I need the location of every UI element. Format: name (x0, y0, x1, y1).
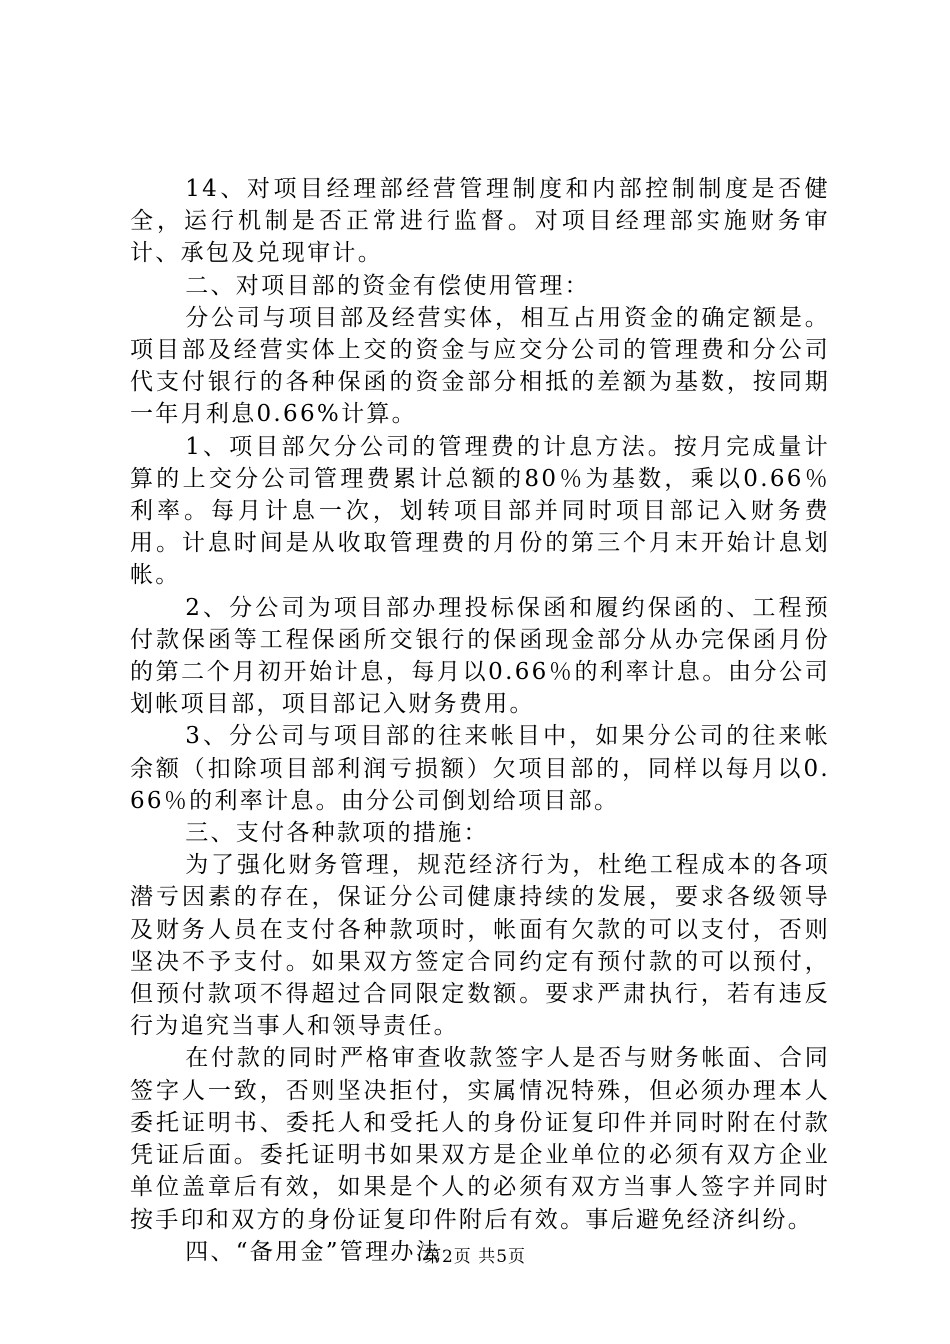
section-heading-3: 三、支付各种款项的措施： (185, 820, 489, 847)
paragraph-item-1: 1、项目部欠分公司的管理费的计息方法。按月完成量计算的上交分公司管理费累计总额的80％为基数，乘以0.66％利率。每月计息一次，划转项目部并同时项目部记入财务费用。计息时间是从收取管理费的月份的第三个月末开始计息划帐。 (130, 433, 830, 589)
section-heading-4: 四、“备用金”管理办法 (185, 1238, 442, 1265)
section-heading-2: 二、对项目部的资金有偿使用管理： (185, 272, 590, 299)
paragraph-14: 14、对项目经理部经营管理制度和内部控制制度是否健全，运行机制是否正常进行监督。对项目经理部实施财务审计、承包及兑现审计。 (130, 176, 830, 267)
page-number-footer: 第2页 共5页 (423, 1247, 527, 1267)
paragraph-item-2: 2、分公司为项目部办理投标保函和履约保函的、工程预付款保函等工程保函所交银行的保函现金部分从办完保函月份的第二个月初开始计息，每月以0.66％的利率计息。由分公司划帐项目部，项目部记入财务费用。 (130, 594, 830, 718)
paragraph-payment-verification: 在付款的同时严格审查收款签字人是否与财务帐面、合同签字人一致，否则坚决拒付，实属情况特殊，但必须办理本人委托证明书、委托人和受托人的身份证复印件并同时附在付款凭证后面。委托证明书如果双方是企业单位的必须有双方企业单位盖章后有效，如果是个人的必须有双方当事人签字并同时按手印和双方的身份证复印件附后有效。事后避免经济纠纷。 (130, 1045, 830, 1233)
paragraph-capital-usage: 分公司与项目部及经营实体，相互占用资金的确定额是。项目部及经营实体上交的资金与应交分公司的管理费和分公司代支付银行的各种保函的资金部分相抵的差额为基数，按同期一年月利息0.66%计算。 (130, 304, 830, 428)
paragraph-item-3: 3、分公司与项目部的往来帐目中，如果分公司的往来帐余额（扣除项目部利润亏损额）欠项目部的，同样以每月以0.66％的利率计息。由分公司倒划给项目部。 (130, 723, 830, 814)
paragraph-payment-measures: 为了强化财务管理，规范经济行为，杜绝工程成本的各项潜亏因素的存在，保证分公司健康持续的发展，要求各级领导及财务人员在支付各种款项时，帐面有欠款的可以支付，否则坚决不予支付。如果双方签定合同约定有预付款的可以预付，但预付款项不得超过合同限定数额。要求严肃执行，若有违反行为追究当事人和领导责任。 (130, 852, 830, 1040)
